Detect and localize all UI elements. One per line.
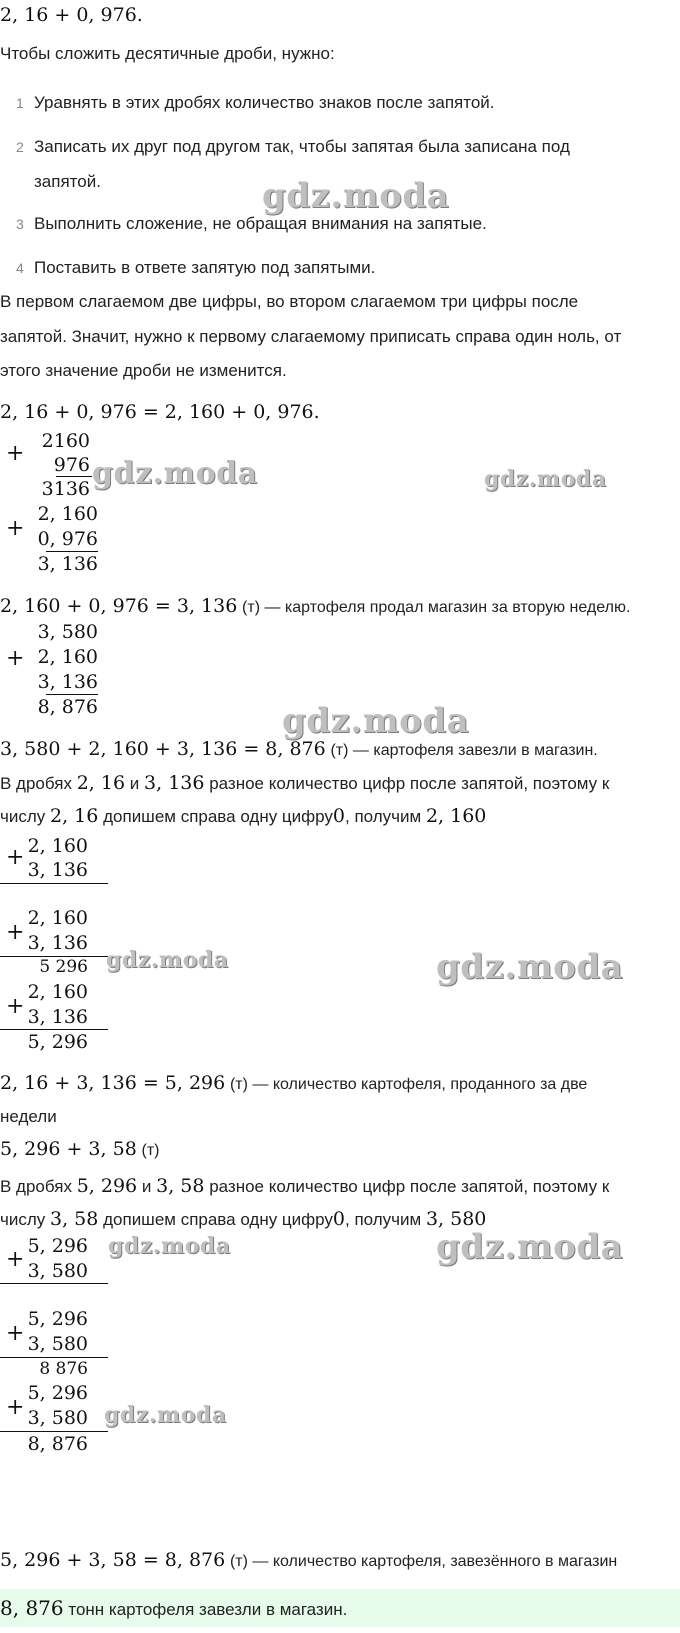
sum-line [0,1283,108,1284]
column-operand: 2160 [41,430,90,452]
column-sum: 8, 876 [27,1433,88,1455]
text: , получим [345,1210,422,1229]
column-operand: 3, 136 [27,1006,88,1028]
text: (т) [141,1142,160,1159]
math: 3, 58 [156,1175,205,1197]
math: 0 [332,1208,346,1230]
column-operand: 3, 580 [27,1333,88,1355]
column-operand: 0, 976 [37,528,98,550]
paragraph-line: недели [0,1107,57,1126]
text: В дробях [0,1177,72,1196]
watermark-logo: gdz.moda [104,1402,227,1428]
sum-line [0,883,108,884]
paragraph-line [0,772,609,794]
watermark-logo: gdz.moda [436,1227,624,1267]
text: разное количество цифр после запятой, поэтому к [209,1177,610,1196]
text: (т) — картофеля продал магазин за вторую неделю. [242,599,631,616]
paragraph-line [0,1208,486,1230]
plus-sign: + [6,1321,25,1346]
sum-line [56,476,92,477]
watermark-logo: gdz.moda [92,456,258,491]
watermark-logo: gdz.moda [436,947,624,987]
sum-line [0,1431,108,1432]
column-operand: 2, 160 [27,981,88,1003]
text: числу [0,807,46,826]
column-sum: 3, 136 [37,553,98,575]
math: 5, 296 [76,1175,138,1197]
equation-line [0,1138,160,1160]
math: 5, 296 + 3, 58 [0,1138,137,1160]
expression-title: 2, 16 + 0, 976. [0,4,143,26]
list-number: 4 [16,260,24,276]
math: 3, 580 [425,1208,487,1230]
watermark-logo: gdz.moda [484,466,607,492]
column-operand: 2, 160 [27,907,88,929]
paragraph-line: запятой. Значит, нужно к первому слагаемому приписать справа один ноль, от [0,327,622,346]
column-operand: 2, 160 [27,835,88,857]
paragraph-line: В первом слагаемом две цифры, во втором слагаемом три цифры после [0,292,579,311]
column-sum: 3136 [41,478,90,500]
math: 2, 160 [425,805,487,827]
column-operand: 3, 580 [27,1407,88,1429]
column-operand: 3, 136 [37,671,98,693]
math: 3, 580 + 2, 160 + 3, 136 = 8, 876 [0,738,326,760]
column-operand: 5, 296 [27,1308,88,1330]
column-sum: 5, 296 [27,1031,88,1053]
answer-value: 8, 876 [0,1596,64,1620]
math: 3, 58 [50,1208,99,1230]
plus-sign: + [6,920,25,945]
text: (т) — количество картофеля, завезённого в магазин [229,1553,618,1570]
column-sum: 8 876 [39,1359,88,1379]
plus-sign: + [6,1247,25,1272]
text: и [141,1177,152,1196]
watermark-logo: gdz.moda [282,701,470,741]
column-sum: 8, 876 [37,696,98,718]
paragraph-line [0,1175,609,1197]
paragraph-line: этого значение дроби не изменится. [0,361,287,380]
list-number: 1 [16,95,24,111]
list-item-continuation: запятой. [34,172,101,191]
text: разное количество цифр после запятой, поэтому к [209,774,610,793]
list-number: 3 [16,216,24,232]
math: 5, 296 + 3, 58 = 8, 876 [0,1549,226,1571]
text: и [129,774,140,793]
answer-text: тонн картофеля завезли в магазин. [68,1600,348,1619]
math: 2, 16 + 3, 136 = 5, 296 [0,1072,226,1094]
column-operand: 2, 160 [37,503,98,525]
column-operand: 976 [53,454,90,476]
column-operand: 3, 580 [27,1260,88,1282]
plus-sign: + [6,1395,25,1420]
paragraph-line [0,805,486,827]
math: 2, 16 [50,805,99,827]
column-operand: 3, 136 [27,859,88,881]
watermark-logo: gdz.moda [262,176,450,216]
watermark-logo: gdz.moda [106,947,229,973]
text: допишем справа одну цифру [103,807,333,826]
equation: 2, 16 + 0, 976 = 2, 160 + 0, 976. [0,401,320,423]
plus-sign: + [6,646,25,671]
text: , получим [345,807,422,826]
watermark-logo: gdz.moda [108,1233,231,1259]
list-item: Записать их друг под другом так, чтобы запятая была записана под [34,137,570,156]
plus-sign: + [6,516,25,541]
sum-line [46,694,98,695]
column-operand: 5, 296 [27,1235,88,1257]
equation-line [0,738,598,760]
math: 0 [332,805,346,827]
math: 3, 136 [144,772,205,794]
column-operand: 3, 136 [27,932,88,954]
list-number: 2 [16,139,24,155]
text: В дробях [0,774,72,793]
column-operand: 5, 296 [27,1382,88,1404]
answer-line [0,1596,347,1620]
list-item: Уравнять в этих дробях количество знаков после запятой. [34,93,495,112]
equation-line [0,595,630,617]
column-sum: 5 296 [39,957,88,977]
plus-sign: + [6,994,25,1019]
text: числу [0,1210,46,1229]
plus-sign: + [6,845,25,870]
math: 2, 160 + 0, 976 = 3, 136 [0,595,238,617]
equation-line [0,1072,587,1094]
text: (т) — картофеля завезли в магазин. [330,742,598,759]
list-item: Выполнить сложение, не обращая внимания на запятые. [34,214,487,233]
sum-line [0,1029,108,1030]
sum-line [0,1357,108,1358]
sum-line [46,551,98,552]
column-operand: 2, 160 [37,646,98,668]
math: 2, 16 [76,772,126,794]
column-operand: 3, 580 [37,621,98,643]
intro-text: Чтобы сложить десятичные дроби, нужно: [0,44,335,63]
plus-sign: + [6,441,25,466]
text: допишем справа одну цифру [103,1210,333,1229]
equation-line [0,1549,617,1571]
list-item: Поставить в ответе запятую под запятыми. [34,258,376,277]
text: (т) — количество картофеля, проданного за две [229,1076,588,1093]
